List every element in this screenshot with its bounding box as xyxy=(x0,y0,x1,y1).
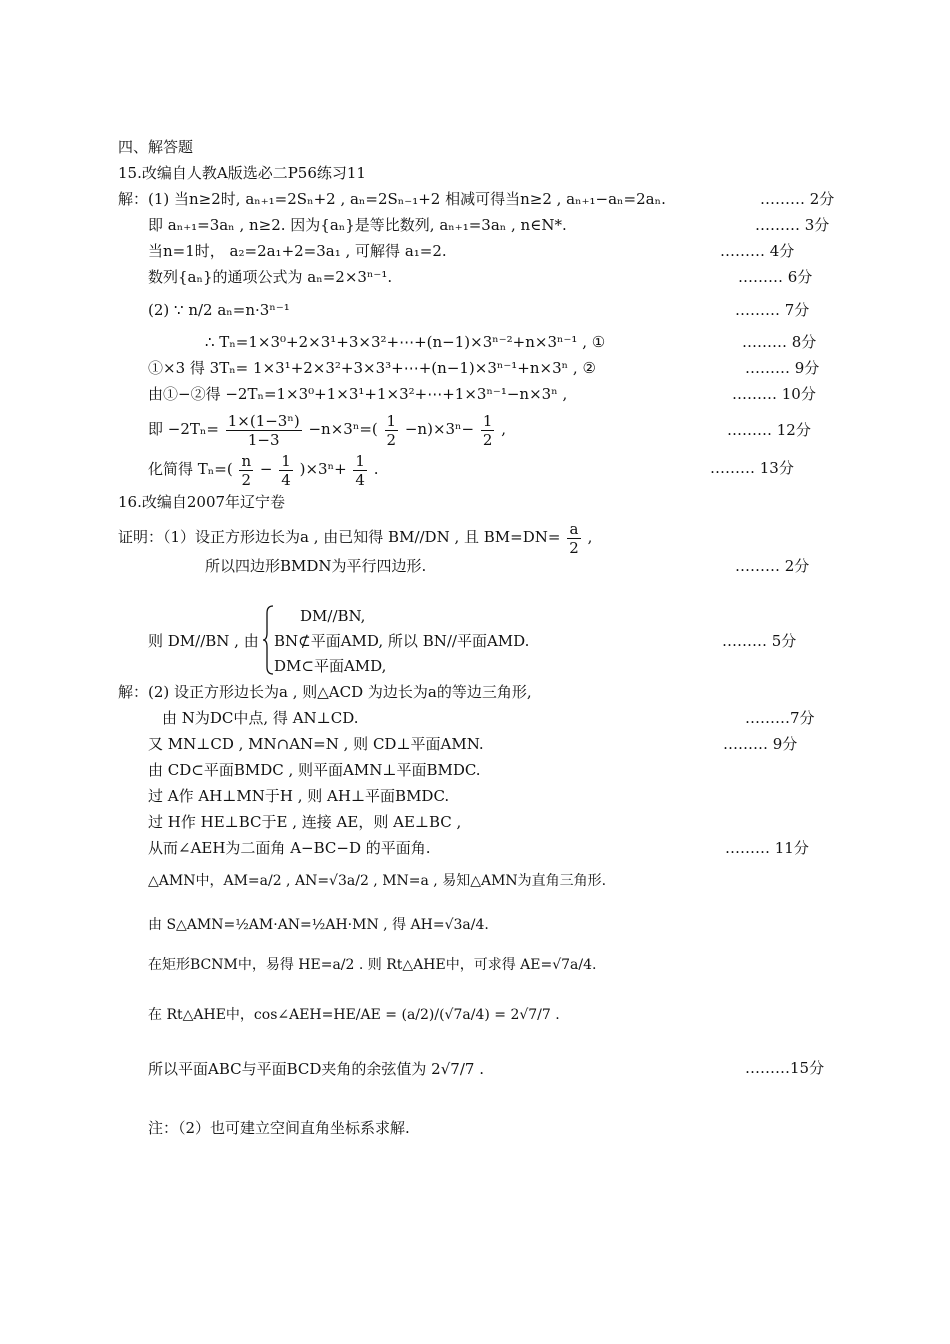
section-title: 四、解答题 xyxy=(118,138,194,156)
q16-cos-line: 在 Rt△AHE中，cos∠AEH=HE/AE = (a/2)/(√7a/4) = 2√7/7 . xyxy=(148,1007,560,1023)
fraction: $\frac{a}{2}$ xyxy=(569,519,579,557)
q15-score-9: ……… 12分 xyxy=(727,421,811,439)
q16-part2-line-3: 又 MN⊥CD , MN∩AN=N , 则 CD⊥平面AMN. xyxy=(148,735,484,753)
q15-line-1: 解：(1) 当n≥2时, aₙ₊₁=2Sₙ+2 , aₙ=2Sₙ₋₁+2 相减可得当n≥2 , aₙ₊₁−aₙ=2aₙ. xyxy=(118,190,666,208)
q16-part2-score-3: ……… 9分 xyxy=(723,735,798,753)
q16-note: 注：（2）也可建立空间直角坐标系求解. xyxy=(148,1119,410,1137)
fraction: $\frac{n}{2}$ xyxy=(241,451,252,489)
q16-part2-line-5: 过 A作 AH⊥MN于H , 则 AH⊥平面BMDC. xyxy=(148,787,450,805)
q15-score-3: ……… 4分 xyxy=(720,242,795,260)
fraction: $\frac{1}{2}$ xyxy=(386,411,397,449)
q15-score-10: ……… 13分 xyxy=(710,459,794,477)
q16-proof-label: 证明：（1）设正方形边长为a , 由已知得 BM//DN , 且 BM=DN= xyxy=(118,528,561,546)
q15-line-3: 当n=1时， a₂=2a₁+2=3a₁ , 可解得 a₁=2. xyxy=(148,242,447,260)
brace-icon xyxy=(262,605,274,675)
q15-line-2: 即 aₙ₊₁=3aₙ , n≥2. 因为{aₙ}是等比数列, aₙ₊₁=3aₙ , n∈N*. xyxy=(148,216,567,234)
q16-system-line-3: DM⊂平面AMD, xyxy=(274,657,387,675)
q15-score-8: ……… 10分 xyxy=(732,385,816,403)
q15-line-10-prefix: 化简得 Tₙ=( xyxy=(148,460,233,478)
q15-line-5: (2) ∵ n/2 aₙ=n·3ⁿ⁻¹ xyxy=(148,301,290,319)
q16-part2-line-7: 从而∠AEH为二面角 A−BC−D 的平面角. xyxy=(148,839,431,857)
q15-score-1: ……… 2分 xyxy=(760,190,835,208)
q16-system-score: ……… 5分 xyxy=(722,632,797,650)
q15-score-6: ……… 8分 xyxy=(742,333,817,351)
q16-part2-line-4: 由 CD⊂平面BMDC , 则平面AMN⊥平面BMDC. xyxy=(148,761,481,779)
q15-header: 15.改编自人教A版选必二P56练习11 xyxy=(118,164,366,182)
q16-proof-line-2: 所以四边形BMDN为平行四边形. xyxy=(205,557,427,575)
q16-system-prefix: 则 DM//BN , 由 xyxy=(148,632,259,650)
q16-proof-score-2: ……… 2分 xyxy=(735,557,810,575)
q16-final-line: 所以平面ABC与平面BCD夹角的余弦值为 2√7/7 . xyxy=(148,1060,484,1078)
q16-s-line: 由 S△AMN=½AM·AN=½AH·MN , 得 AH=√3a/4. xyxy=(148,917,489,933)
q15-line-9: 即 −2Tₙ= $\frac{\text{1×(1−3ⁿ)}}{1-3}$ −n×3ⁿ=( $\frac{1}{2}$ −n)×3ⁿ− $\frac{1}{2}$ , xyxy=(148,411,507,449)
q15-score-4: ……… 6分 xyxy=(738,268,813,286)
q16-part2-score-7: ……… 11分 xyxy=(725,839,809,857)
q15-score-5: ……… 7分 xyxy=(735,301,810,319)
q16-final-score: ………15分 xyxy=(745,1059,825,1077)
q16-amn-line: △AMN中，AM=a/2 , AN=√3a/2 , MN=a , 易知△AMN为直角三角形. xyxy=(148,873,607,889)
q16-part2-line-6: 过 H作 HE⊥BC于E , 连接 AE，则 AE⊥BC , xyxy=(148,813,462,831)
q15-line-10: 化简得 Tₙ=( $\frac{n}{2}$ − $\frac{1}{4}$ )×3ⁿ+ $\frac{1}{4}$ . xyxy=(148,451,379,489)
fraction: $\frac{\text{1×(1−3ⁿ)}}{1-3}$ xyxy=(227,411,300,449)
q16-part2-line-1: 解：(2) 设正方形边长为a , 则△ACD 为边长为a的等边三角形, xyxy=(118,683,532,701)
q15-line-7: ①×3 得 3Tₙ= 1×3¹+2×3²+3×3³+⋯+(n−1)×3ⁿ⁻¹+n×3ⁿ , ② xyxy=(148,359,596,377)
q15-line-6: ∴ Tₙ=1×3⁰+2×3¹+3×3²+⋯+(n−1)×3ⁿ⁻²+n×3ⁿ⁻¹ , ① xyxy=(205,333,606,351)
fraction: $\frac{1}{2}$ xyxy=(482,411,493,449)
q15-line-4: 数列{aₙ}的通项公式为 aₙ=2×3ⁿ⁻¹. xyxy=(148,268,393,286)
q16-proof-line-1: 证明：（1）设正方形边长为a , 由已知得 BM//DN , 且 BM=DN= $\frac{a}{2}$ , xyxy=(118,519,593,557)
q15-line-8: 由①−②得 −2Tₙ=1×3⁰+1×3¹+1×3²+⋯+1×3ⁿ⁻¹−n×3ⁿ , xyxy=(148,385,568,403)
q16-system-line-1: DM//BN, xyxy=(300,607,366,625)
q16-part2-line-2: 由 N为DC中点, 得 AN⊥CD. xyxy=(162,709,359,727)
q16-system-line-2: BN⊄平面AMD, 所以 BN//平面AMD. xyxy=(274,632,530,650)
q15-line-9-prefix: 即 −2Tₙ= xyxy=(148,420,219,438)
q16-part2-score-2: ………7分 xyxy=(745,709,815,727)
q15-score-7: ……… 9分 xyxy=(745,359,820,377)
q15-score-2: ……… 3分 xyxy=(755,216,830,234)
fraction: $\frac{1}{4}$ xyxy=(281,451,291,489)
q16-header: 16.改编自2007年辽宁卷 xyxy=(118,493,286,511)
q16-rect-line: 在矩形BCNM中，易得 HE=a/2 . 则 Rt△AHE中，可求得 AE=√7a/4. xyxy=(148,957,597,973)
fraction: $\frac{1}{4}$ xyxy=(355,451,365,489)
